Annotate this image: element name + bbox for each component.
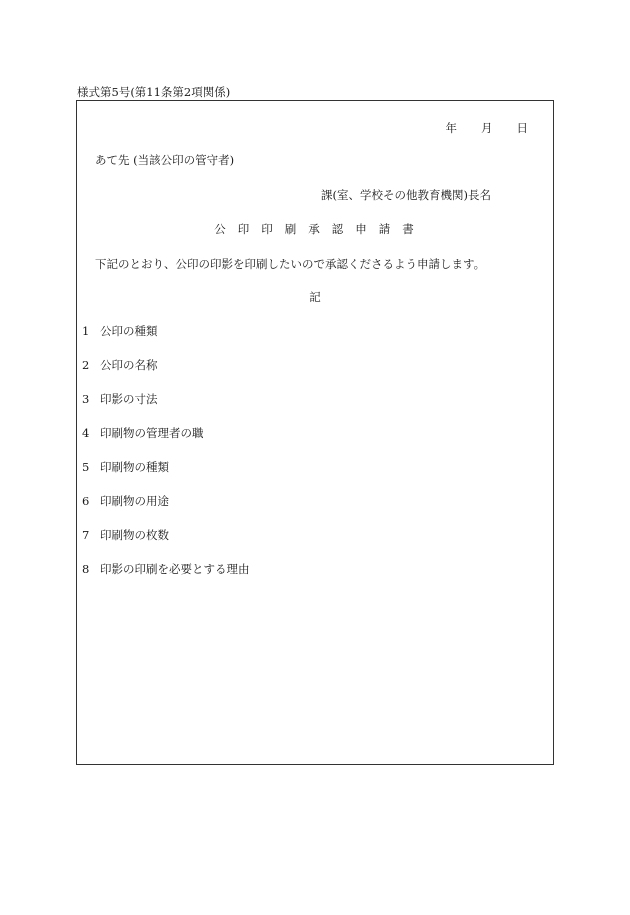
list-item	[82, 527, 250, 561]
list-item	[82, 459, 250, 493]
item-label: 印刷物の管理者の職	[100, 426, 204, 440]
item-number: 8	[82, 562, 90, 576]
request-statement: 下記のとおり、公印の印影を印刷したいので承認くださるよう申請します。	[95, 257, 486, 271]
item-number: 3	[82, 392, 90, 406]
item-label: 印影の寸法	[100, 392, 158, 406]
item-label: 公印の種類	[100, 324, 158, 338]
date-line	[446, 120, 529, 136]
applicant-title: 課(室、学校その他教育機関)長名	[321, 188, 491, 202]
addressee: あて先 (当該公印の管守者)	[95, 153, 235, 167]
item-number: 1	[82, 324, 90, 338]
list-item	[82, 323, 250, 357]
item-number: 5	[82, 460, 90, 474]
item-label: 印刷物の用途	[100, 494, 169, 508]
item-list	[82, 323, 250, 595]
item-number: 4	[82, 426, 90, 440]
item-number: 2	[82, 358, 90, 372]
item-number: 6	[82, 494, 90, 508]
list-item	[82, 425, 250, 459]
date-month-label: 月	[481, 121, 493, 135]
item-label: 公印の名称	[100, 358, 158, 372]
date-day-label: 日	[516, 121, 528, 135]
form-number: 様式第5号(第11条第2項関係)	[77, 85, 231, 99]
item-label: 印刷物の枚数	[100, 528, 169, 542]
ki-heading: 記	[309, 290, 321, 304]
list-item	[82, 561, 250, 595]
date-year-label: 年	[445, 121, 457, 135]
list-item	[82, 391, 250, 425]
item-label: 印刷物の種類	[100, 460, 169, 474]
list-item	[82, 493, 250, 527]
document-title: 公印印刷承認申請書	[214, 222, 426, 236]
item-number: 7	[82, 528, 90, 542]
item-label: 印影の印刷を必要とする理由	[100, 562, 250, 576]
list-item	[82, 357, 250, 391]
